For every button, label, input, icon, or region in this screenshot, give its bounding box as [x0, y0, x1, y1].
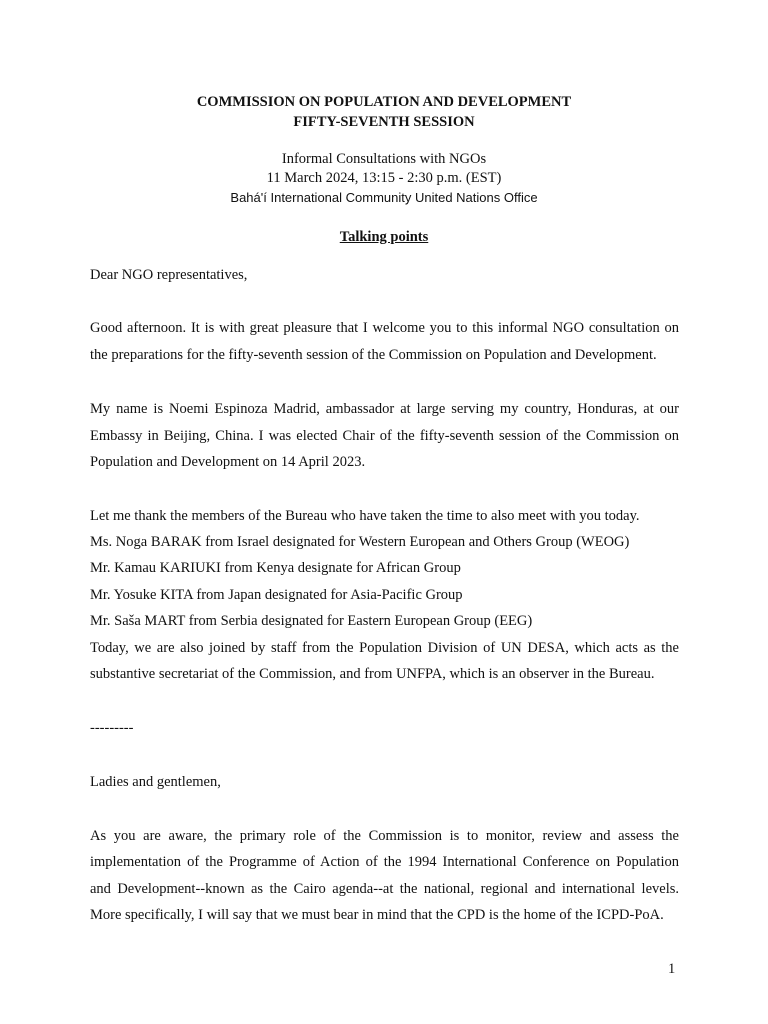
- section-title: Talking points: [339, 229, 429, 245]
- bureau-member: Mr. Saša MART from Serbia designated for Eastern European Group (EEG): [90, 613, 533, 629]
- commission-title: COMMISSION ON POPULATION AND DEVELOPMENT: [196, 94, 572, 110]
- paragraph-line: the preparations for the fifty-seventh session of the Commission on Population and Development.: [90, 347, 657, 363]
- greeting: Ladies and gentlemen,: [90, 774, 221, 790]
- event-datetime: 11 March 2024, 13:15 - 2:30 p.m. (EST): [266, 170, 502, 186]
- paragraph-line: As you are aware, the primary role of the Commission is to monitor, review and assess the: [90, 828, 679, 844]
- paragraph-line: More specifically, I will say that we must bear in mind that the CPD is the home of the ICPD-PoA.: [90, 907, 664, 923]
- page-number: 1: [668, 961, 676, 977]
- paragraph-line: My name is Noemi Espinoza Madrid, ambassador at large serving my country, Honduras, at our: [90, 401, 679, 417]
- paragraph-line: Let me thank the members of the Bureau who have taken the time to also meet with you today.: [90, 508, 640, 524]
- event-title: Informal Consultations with NGOs: [281, 151, 487, 167]
- session-title: FIFTY-SEVENTH SESSION: [293, 114, 475, 130]
- salutation: Dear NGO representatives,: [90, 267, 248, 283]
- bureau-member: Mr. Kamau KARIUKI from Kenya designate for African Group: [90, 560, 461, 576]
- paragraph-line: implementation of the Programme of Action of the 1994 International Conference on Population: [90, 854, 679, 870]
- paragraph-line: Population and Development on 14 April 2023.: [90, 454, 366, 470]
- paragraph-line: Good afternoon. It is with great pleasure that I welcome you to this informal NGO consultation on: [90, 320, 679, 336]
- paragraph-line: Today, we are also joined by staff from the Population Division of UN DESA, which acts as the: [90, 640, 679, 656]
- paragraph-line: and Development--known as the Cairo agenda--at the national, regional and international levels.: [90, 881, 679, 897]
- paragraph-line: Embassy in Beijing, China. I was elected Chair of the fifty-seventh session of the Commission on: [90, 428, 679, 444]
- bureau-member: Ms. Noga BARAK from Israel designated for Western European and Others Group (WEOG): [90, 534, 630, 550]
- bureau-member: Mr. Yosuke KITA from Japan designated for Asia-Pacific Group: [90, 587, 463, 603]
- event-venue: Bahá'í International Community United Nations Office: [230, 190, 538, 205]
- separator: ---------: [90, 720, 134, 736]
- paragraph-line: substantive secretariat of the Commission, and from UNFPA, which is an observer in the Bureau.: [90, 666, 655, 682]
